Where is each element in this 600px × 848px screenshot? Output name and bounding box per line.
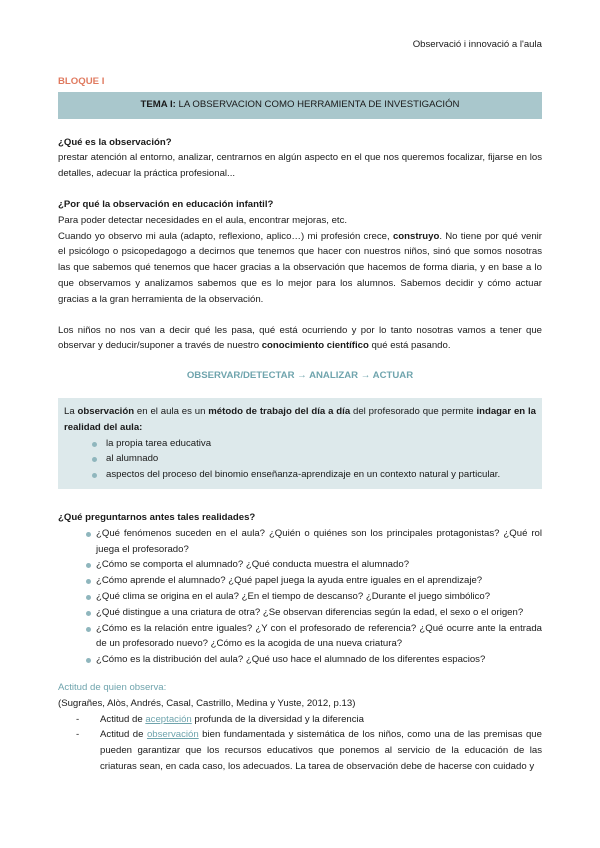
children-paragraph: [58, 323, 542, 355]
list-item: aspectos del proceso del binomio enseñanza-aprendizaje en un contexto natural y particular.: [92, 467, 536, 483]
theme-title: LA OBSERVACION COMO HERRAMIENTA DE INVESTIGACIÓN: [175, 98, 460, 110]
questions-list: [86, 526, 542, 668]
attitude-list: [76, 712, 542, 775]
definition-list: [92, 436, 536, 483]
running-header: Observació i innovació a l'aula: [412, 39, 542, 50]
children-text-start: Los niños no nos van a decir qué les pasa, qué está ocurriendo y por lo tanto nosotras vamos a tener que observar y deducir/suponer a través de nuestro: [58, 324, 542, 352]
why-paragraph: [58, 229, 542, 308]
why-line-1: Para poder detectar necesidades en el aula, encontrar mejoras, etc.: [58, 214, 348, 226]
list-item: la propia tarea educativa: [92, 436, 536, 452]
page-content: [58, 74, 542, 775]
item1-pre: Actitud de: [100, 713, 146, 725]
def-t2: en el aula es un: [134, 405, 209, 417]
list-item: ¿Cómo es la relación entre iguales? ¿Y con el profesorado de referencia? ¿Qué ocurre ante la entrada de un profesorado nuevo? ¿Cómo es la acogida de una nueva criatura?: [86, 621, 542, 653]
def-t3: del profesorado que permite: [350, 405, 477, 417]
block-label: BLOQUE I: [58, 76, 105, 87]
why-text-bold: construyo: [392, 230, 440, 242]
list-item: al alumnado: [92, 451, 536, 467]
answer-what-is-observation: prestar atención al entorno, analizar, centrarnos en algún aspecto en el que nos queremos focalizar, fijarse en los detalles, adecuar la práctica profesional...: [58, 152, 542, 180]
def-t1: La: [64, 405, 78, 417]
why-text-end: . No tiene por qué venir el psicólogo o psicopedagogo a decirnos que tenemos que hacer con nuestros niños, sinó que somos nosotras las que sabemos qué tenemos que hacer gracias a la observación que hacemos de forma diaria, y en base a lo que observamos y analizamos sabemos que es lo mejor para los alumnos. Sabemos decidir y cómo actuar gracias a la gran herramienta de la observación.: [58, 230, 542, 305]
process-flow: OBSERVAR/DETECTAR → ANALIZAR → ACTUAR: [186, 370, 414, 382]
observation-link[interactable]: observación: [146, 729, 199, 741]
question-why-observation: ¿Por qué la observación en educación infantil?: [58, 198, 274, 210]
definition-box: [58, 398, 542, 489]
list-item: ¿Qué distingue a una criatura de otra? ¿Se observan diferencias según la edad, el sexo o el origen?: [86, 605, 542, 621]
list-item: [76, 712, 542, 728]
list-item: ¿Qué fenómenos suceden en el aula? ¿Quién o quiénes son los principales protagonistas? ¿Qué rol juega el profesorado?: [86, 526, 542, 558]
children-text-bold: conocimiento científico: [261, 340, 369, 352]
attitude-heading: Actitud de quien observa:: [58, 681, 167, 693]
attitude-citation: (Sugrañes, Alòs, Andrés, Casal, Castrillo, Medina y Yuste, 2012, p.13): [58, 697, 356, 709]
children-text-end: qué está pasando.: [368, 340, 451, 352]
question-what-is-observation: ¿Qué es la observación?: [58, 136, 172, 148]
item2-pre: Actitud de: [100, 729, 147, 741]
item2-post: bien fundamentada y sistemática de los niños, como una de las premisas que pueden garantizar que los recursos educativos que ponemos al servicio de la educación de las criaturas sean, en cada caso, los adecuados. La tarea de observación debe de hacerse con cuidado y: [100, 729, 542, 772]
list-item: ¿Cómo aprende el alumnado? ¿Qué papel juega la ayuda entre iguales en el aprendizaje?: [86, 573, 542, 589]
definition-text: [64, 404, 536, 436]
questions-heading: ¿Qué preguntarnos antes tales realidades?: [58, 511, 256, 523]
theme-banner: [58, 92, 542, 119]
def-b2: método de trabajo del día a día: [208, 405, 351, 417]
def-b3: indagar en la realidad del aula:: [64, 405, 536, 433]
item1-post: profunda de la diversidad y la diferencia: [191, 713, 365, 725]
list-item: ¿Cómo se comporta el alumnado? ¿Qué conducta muestra el alumnado?: [86, 557, 542, 573]
why-text-start: Cuando yo observo mi aula (adapto, reflexiono, aplico…) mi profesión crece,: [58, 230, 393, 242]
theme-prefix: TEMA I:: [140, 98, 176, 110]
list-item: [76, 727, 542, 774]
list-item: ¿Cómo es la distribución del aula? ¿Qué uso hace el alumnado de los diferentes espacios?: [86, 652, 542, 668]
acceptance-link[interactable]: aceptación: [145, 713, 192, 725]
def-b1: observación: [77, 405, 135, 417]
list-item: ¿Qué clima se origina en el aula? ¿En el tiempo de descanso? ¿Durante el juego simbólico?: [86, 589, 542, 605]
